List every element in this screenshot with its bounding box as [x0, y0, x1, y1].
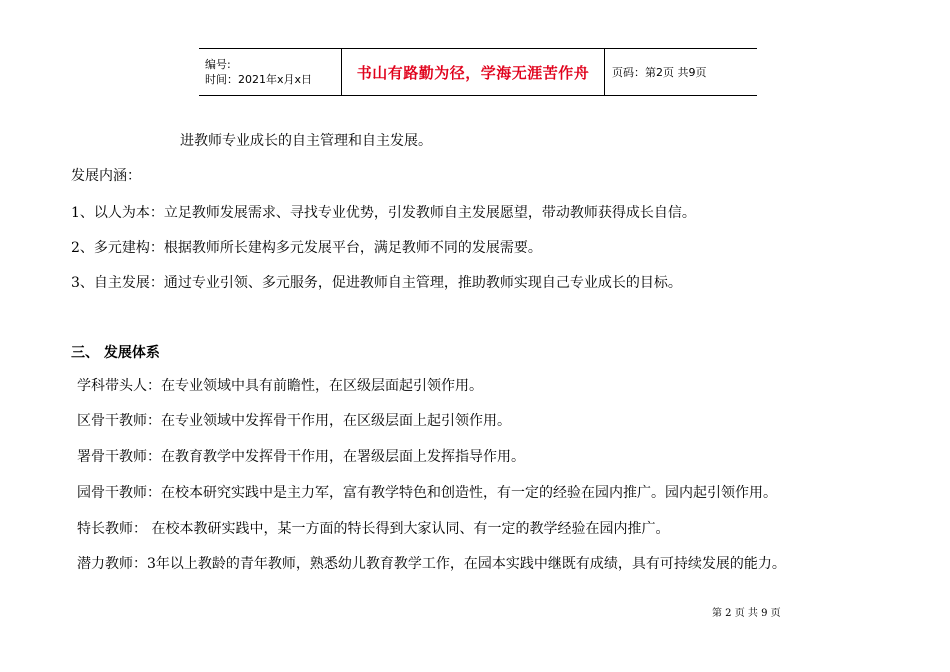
header-motto: 书山有路勤为径，学海无涯苦作舟	[356, 63, 590, 82]
system-item: 特长教师： 在校本教研实践中，某一方面的特长得到大家认同、有一定的教学经验在园内推广。	[77, 521, 670, 537]
header-page-cell	[605, 49, 757, 95]
document-number-label: 编号:	[205, 58, 231, 71]
connotation-title: 发展内涵：	[71, 168, 141, 184]
system-item: 区骨干教师：在专业领域中发挥骨干作用，在区级层面上起引领作用。	[77, 413, 511, 429]
system-item: 园骨干教师：在校本研究实践中是主力军，富有教学特色和创造性，有一定的经验在园内推广。园内起引领作用。	[77, 485, 777, 501]
header-page-label: 页码：第2页 共9页	[612, 66, 707, 79]
intro-text: 进教师专业成长的自主管理和自主发展。	[180, 133, 432, 149]
document-time-label: 时间：2021年x月x日	[205, 73, 313, 86]
header-meta	[199, 49, 341, 95]
system-item: 学科带头人：在专业领域中具有前瞻性，在区级层面起引领作用。	[77, 378, 483, 394]
system-item: 署骨干教师：在教育教学中发挥骨干作用，在署级层面上发挥指导作用。	[77, 449, 525, 465]
system-item: 潜力教师：3年以上教龄的青年教师，熟悉幼儿教育教学工作，在园本实践中继既有成绩，具有可持续发展的能力。	[77, 556, 786, 572]
header-motto-cell	[341, 49, 605, 95]
page-footer: 第 2 页 共 9 页	[712, 608, 781, 619]
connotation-item: 1、以人为本：立足教师发展需求、寻找专业优势，引发教师自主发展愿望，带动教师获得成长自信。	[71, 205, 696, 221]
connotation-item: 3、自主发展：通过专业引领、多元服务，促进教师自主管理，推助教师实现自己专业成长的目标。	[71, 275, 682, 291]
section-heading: 三、 发展体系	[71, 345, 160, 361]
connotation-item: 2、多元建构：根据教师所长建构多元发展平台，满足教师不同的发展需要。	[71, 240, 542, 256]
page-header	[199, 48, 757, 96]
